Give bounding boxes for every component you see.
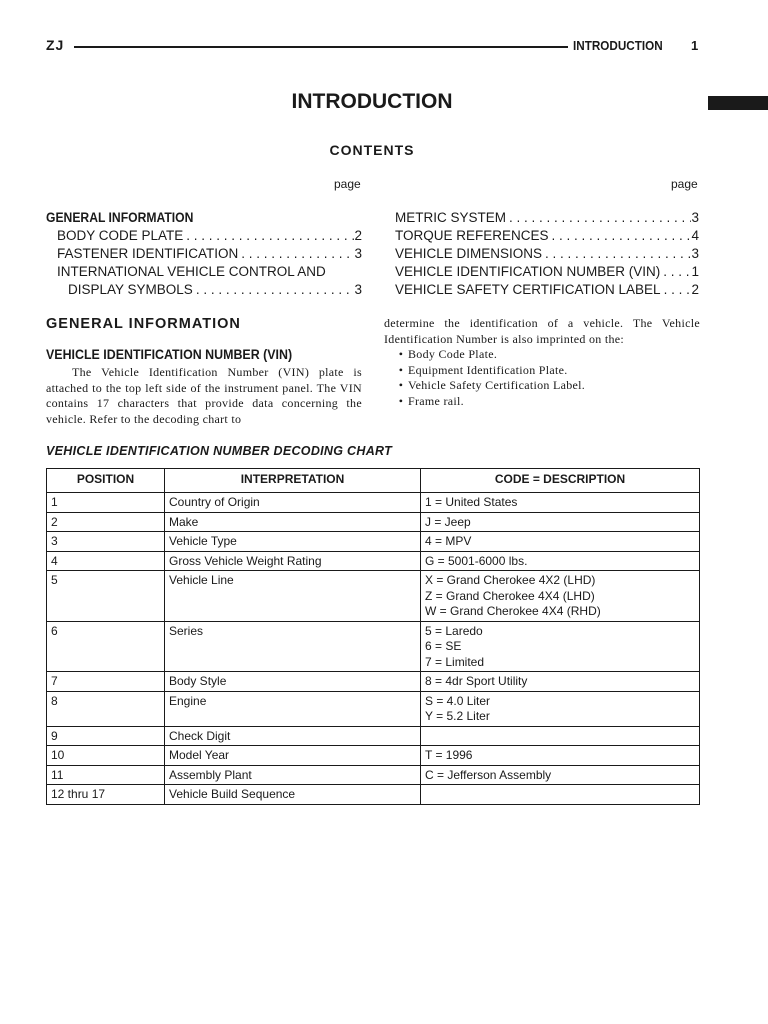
table-row — [47, 571, 700, 622]
chart-title: VEHICLE IDENTIFICATION NUMBER DECODING CHART — [46, 444, 393, 458]
code-line: Y = 5.2 Liter — [425, 709, 490, 723]
column-header-interpretation: INTERPRETATION — [165, 469, 421, 493]
cell-position: 9 — [47, 726, 165, 746]
cell-position: 12 thru 17 — [47, 785, 165, 805]
toc-entry[interactable] — [395, 263, 699, 281]
toc-entry[interactable] — [395, 227, 699, 245]
cell-interpretation: Vehicle Build Sequence — [165, 785, 421, 805]
cell-interpretation: Gross Vehicle Weight Rating — [165, 551, 421, 571]
code-line: 5 = Laredo — [425, 623, 483, 638]
cell-code — [421, 672, 700, 692]
cell-code — [421, 746, 700, 766]
contents-heading: CONTENTS — [329, 142, 415, 158]
code-line: 6 = SE — [425, 639, 462, 653]
toc-leader — [506, 209, 691, 227]
code-line — [425, 729, 695, 745]
toc-entry[interactable] — [395, 245, 699, 263]
code-line: J = Jeep — [425, 514, 471, 529]
cell-code — [421, 512, 700, 532]
toc-leader — [549, 227, 692, 245]
cell-interpretation: Country of Origin — [165, 493, 421, 513]
table-row — [47, 746, 700, 766]
code-line: C = Jefferson Assembly — [425, 767, 552, 782]
code-line: W = Grand Cherokee 4X4 (RHD) — [425, 604, 601, 618]
toc-entry-page: 2 — [691, 282, 699, 297]
cell-code — [421, 532, 700, 552]
toc-entry-page: 2 — [354, 228, 362, 243]
cell-code — [421, 493, 700, 513]
section-heading: GENERAL INFORMATION — [46, 316, 241, 332]
page-title: INTRODUCTION — [291, 90, 453, 113]
code-line: 8 = 4dr Sport Utility — [425, 674, 528, 688]
cell-code — [421, 621, 700, 672]
code-line: Z = Grand Cherokee 4X4 (LHD) — [425, 588, 595, 603]
cell-interpretation: Body Style — [165, 672, 421, 692]
toc-entry-label: VEHICLE DIMENSIONS — [395, 246, 543, 261]
list-item: • Body Code Plate. — [394, 347, 694, 363]
toc-entry-page: 4 — [691, 228, 699, 243]
toc-entry-page: 3 — [691, 246, 699, 261]
toc-entry[interactable] — [46, 263, 362, 281]
toc-entry-page: 3 — [354, 282, 362, 297]
toc-entry-page: 3 — [354, 246, 362, 261]
table-row — [47, 512, 700, 532]
toc-entry[interactable] — [46, 281, 362, 299]
table-row — [47, 726, 700, 746]
toc-leader — [193, 281, 355, 299]
cell-interpretation: Vehicle Type — [165, 532, 421, 552]
toc-entry-label: METRIC SYSTEM — [395, 210, 507, 225]
cell-interpretation: Assembly Plant — [165, 765, 421, 785]
header-rule — [74, 46, 568, 48]
header-section: INTRODUCTION — [573, 38, 663, 53]
cell-code — [421, 726, 700, 746]
code-line: 7 = Limited — [425, 654, 485, 669]
toc-entry[interactable] — [395, 209, 699, 227]
cell-position: 8 — [47, 691, 165, 726]
toc-heading: GENERAL INFORMATION — [46, 210, 194, 225]
cell-position: 10 — [47, 746, 165, 766]
code-line: 1 = United States — [425, 495, 518, 509]
cell-interpretation: Make — [165, 512, 421, 532]
cell-interpretation: Vehicle Line — [165, 571, 421, 622]
table-header-row — [47, 469, 700, 493]
cell-position: 1 — [47, 493, 165, 513]
toc-entry-label: DISPLAY SYMBOLS — [68, 282, 193, 297]
cell-code — [421, 691, 700, 726]
right-paragraph: determine the identification of a vehicle. The Vehicle Identification Number is also imprinted on the: — [384, 316, 700, 346]
cell-interpretation: Engine — [165, 691, 421, 726]
toc-entry-label: BODY CODE PLATE — [57, 228, 184, 243]
toc-leader — [183, 227, 354, 245]
toc-entry[interactable] — [46, 245, 362, 263]
cell-code — [421, 765, 700, 785]
column-header-code: CODE = DESCRIPTION — [421, 469, 700, 493]
table-row — [47, 551, 700, 571]
table-row — [47, 532, 700, 552]
toc-entry-label: VEHICLE IDENTIFICATION NUMBER (VIN) — [395, 264, 661, 279]
cell-position: 5 — [47, 571, 165, 622]
code-line: S = 4.0 Liter — [425, 693, 491, 708]
vin-heading: VEHICLE IDENTIFICATION NUMBER (VIN) — [46, 347, 293, 362]
page-label-right: page — [671, 177, 698, 191]
cell-position: 6 — [47, 621, 165, 672]
toc-entry[interactable] — [395, 281, 699, 299]
imprint-locations-list — [394, 347, 694, 409]
code-line: G = 5001-6000 lbs. — [425, 553, 528, 568]
cell-position: 4 — [47, 551, 165, 571]
cell-code — [421, 785, 700, 805]
table-row — [47, 691, 700, 726]
cell-interpretation: Series — [165, 621, 421, 672]
table-row — [47, 672, 700, 692]
toc-entry-page: 3 — [691, 210, 699, 225]
toc-leader — [661, 281, 692, 299]
header-page-number: 1 — [691, 38, 699, 53]
cell-position: 7 — [47, 672, 165, 692]
list-item: • Equipment Identification Plate. — [394, 363, 694, 379]
list-item: • Frame rail. — [394, 394, 694, 410]
toc-entry-label: VEHICLE SAFETY CERTIFICATION LABEL — [395, 282, 661, 297]
toc-entry[interactable] — [46, 227, 362, 245]
table-row — [47, 621, 700, 672]
table-row — [47, 785, 700, 805]
column-header-position: POSITION — [47, 469, 165, 493]
toc-entry-label: FASTENER IDENTIFICATION — [57, 246, 239, 261]
toc-entry-page: 1 — [691, 264, 699, 279]
page-label-left: page — [334, 177, 361, 191]
code-line: 4 = MPV — [425, 534, 472, 548]
table-row — [47, 765, 700, 785]
cell-position: 2 — [47, 512, 165, 532]
code-line — [425, 787, 695, 803]
cell-position: 11 — [47, 765, 165, 785]
header-model: ZJ — [46, 37, 65, 53]
toc-entry-label: INTERNATIONAL VEHICLE CONTROL AND — [57, 264, 326, 279]
list-item: • Vehicle Safety Certification Label. — [394, 378, 694, 394]
toc-leader — [660, 263, 691, 281]
cell-code — [421, 571, 700, 622]
cell-interpretation: Model Year — [165, 746, 421, 766]
code-line: T = 1996 — [425, 748, 473, 762]
code-line: X = Grand Cherokee 4X2 (LHD) — [425, 573, 596, 587]
toc-left — [46, 209, 362, 299]
cell-code — [421, 551, 700, 571]
table-row — [47, 493, 700, 513]
toc-right — [395, 209, 699, 299]
toc-leader — [542, 245, 691, 263]
cell-position: 3 — [47, 532, 165, 552]
vin-paragraph: The Vehicle Identification Number (VIN) plate is attached to the top left side of the instrument panel. The VIN contains 17 characters that provide data concerning the vehicle. Refer to the decoding chart to — [46, 365, 362, 426]
toc-entry-label: TORQUE REFERENCES — [395, 228, 549, 243]
cell-interpretation: Check Digit — [165, 726, 421, 746]
vin-decoding-table — [46, 468, 700, 805]
toc-leader — [238, 245, 354, 263]
